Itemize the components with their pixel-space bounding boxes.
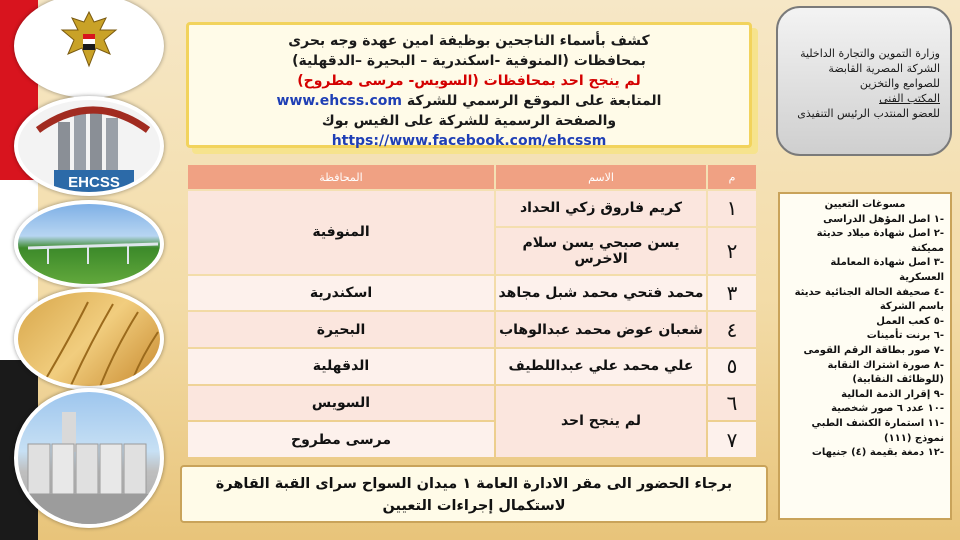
requirement-item: -١٠ عدد ٦ صور شخصية bbox=[831, 403, 944, 415]
office-subtitle: للعضو المنتدب الرئيس التنفيذى bbox=[797, 107, 940, 120]
row-governorate: مرسى مطروح bbox=[188, 422, 494, 457]
row-name: محمد فتحي محمد شبل مجاهد bbox=[496, 276, 706, 311]
company-name: الشركة المصرية القابضة bbox=[828, 62, 940, 75]
attendance-note bbox=[180, 465, 768, 523]
row-governorate: اسكندرية bbox=[188, 276, 494, 311]
requirement-item: -٨ صورة اشتراك النقابة (للوظائف النقابية) bbox=[827, 359, 944, 386]
table-row bbox=[188, 191, 756, 226]
requirements-title: مسوغات التعيين bbox=[824, 199, 906, 210]
header-facebook-line: والصفحة الرسمية للشركة على الفيس بوك https://www.facebook.com/ehcssm bbox=[321, 113, 617, 149]
note-line-2: لاستكمال إجراءات التعيين bbox=[382, 498, 566, 514]
requirement-item: -٥ كعب العمل bbox=[876, 315, 944, 327]
row-number: ٦ bbox=[708, 386, 756, 421]
row-governorate: الدقهلية bbox=[188, 349, 494, 384]
requirement-item: -٤ صحيفة الحالة الجنائية حديثة باسم الشركة bbox=[794, 286, 944, 313]
row-governorate: البحيرة bbox=[188, 312, 494, 347]
header-title: كشف بأسماء الناجحين بوظيفة امين عهدة وجه بحرى bbox=[288, 33, 650, 49]
requirements-box bbox=[778, 192, 952, 520]
row-number: ٤ bbox=[708, 312, 756, 347]
row-governorate: السويس bbox=[188, 386, 494, 421]
row-governorate: المنوفية bbox=[188, 191, 494, 274]
header-website-line: المتابعة على الموقع الرسمي للشركة www.ehcss.com bbox=[276, 93, 662, 109]
requirement-item: -٦ برنت تأمينات bbox=[866, 330, 944, 342]
requirement-item: -١ اصل المؤهل الدراسى bbox=[823, 213, 944, 225]
announcement-header bbox=[186, 22, 752, 148]
eagle-icon bbox=[54, 8, 124, 74]
requirement-item: -٩ إقرار الذمة المالية bbox=[841, 388, 944, 400]
ministry-name: وزارة التموين والتجارة الداخلية bbox=[800, 47, 940, 60]
row-number: ٢ bbox=[708, 228, 756, 274]
col-header-gov: المحافظة bbox=[188, 165, 494, 189]
note-line-1: برجاء الحضور الى مقر الادارة العامة ١ ميدان السواح سراى القبة القاهرة bbox=[215, 476, 733, 492]
table-row bbox=[188, 349, 756, 384]
row-none-passed: لم ينجح احد bbox=[496, 386, 706, 457]
header-none-passed: لم ينجح احد بمحافظات (السويس- مرسى مطروح) bbox=[297, 73, 641, 89]
irrigation-field-image bbox=[14, 200, 164, 288]
table-row bbox=[188, 386, 756, 421]
col-header-num: م bbox=[708, 165, 756, 189]
row-name: شعبان عوض محمد عبدالوهاب bbox=[496, 312, 706, 347]
col-header-name: الاسم bbox=[496, 165, 706, 189]
silos-image bbox=[14, 388, 164, 528]
office-name: المكتب الفنى bbox=[879, 92, 940, 105]
requirement-item: -٢ اصل شهادة ميلاد حديثة مميكنة bbox=[816, 228, 944, 254]
row-name: علي محمد علي عبداللطيف bbox=[496, 349, 706, 384]
logo-text: EHCSS bbox=[68, 174, 120, 191]
company-logo bbox=[14, 96, 164, 196]
ministry-box bbox=[776, 6, 952, 156]
company-name-2: للصوامع والتخزين bbox=[859, 77, 940, 90]
row-number: ١ bbox=[708, 191, 756, 226]
egypt-emblem bbox=[14, 0, 164, 98]
table-header-row bbox=[188, 165, 756, 189]
row-name: يسن صبحي يسن سلام الاخرس bbox=[496, 228, 706, 274]
requirement-item: -١٢ دمغة بقيمة (٤) جنيهات bbox=[811, 447, 944, 459]
results-table bbox=[186, 163, 758, 459]
website-link[interactable]: www.ehcss.com bbox=[276, 93, 402, 109]
row-number: ٥ bbox=[708, 349, 756, 384]
header-governorates: بمحافظات (المنوفية -اسكندرية – البحيرة –الدقهلية) bbox=[292, 53, 646, 69]
requirement-item: -٣ اصل شهادة المعاملة العسكرية bbox=[830, 257, 944, 283]
wheat-image bbox=[14, 288, 164, 390]
facebook-link[interactable]: https://www.facebook.com/ehcssm bbox=[331, 133, 607, 149]
requirement-item: -١١ استمارة الكشف الطبي نموذج (١١١) bbox=[811, 417, 944, 444]
row-name: كريم فاروق زكي الحداد bbox=[496, 191, 706, 226]
requirement-item: -٧ صور بطاقة الرقم القومى bbox=[803, 344, 944, 356]
table-row bbox=[188, 312, 756, 347]
row-number: ٣ bbox=[708, 276, 756, 311]
table-row bbox=[188, 276, 756, 311]
row-number: ٧ bbox=[708, 422, 756, 457]
